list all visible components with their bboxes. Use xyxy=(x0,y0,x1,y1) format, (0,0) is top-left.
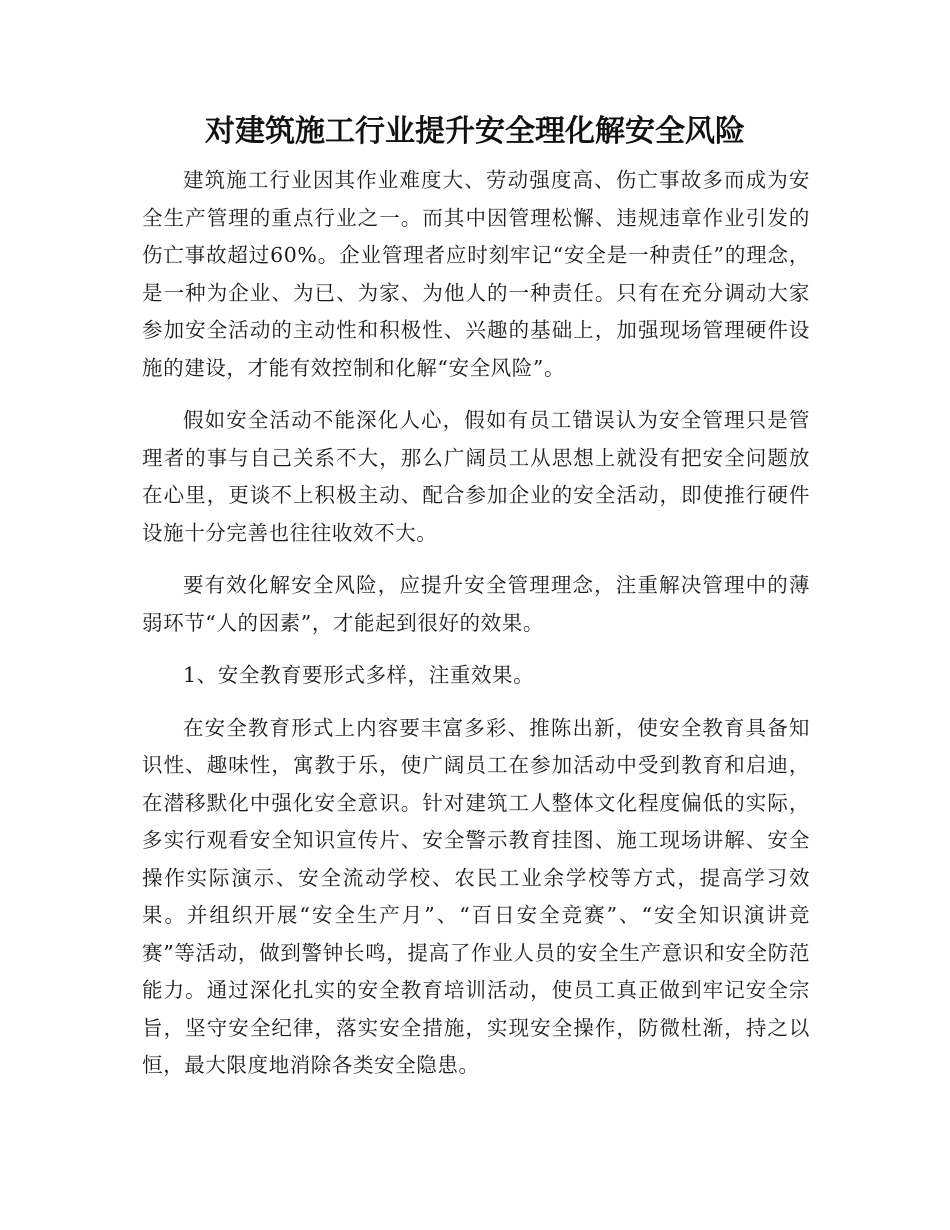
paragraph-human-factor: 要有效化解安全风险，应提升安全管理理念，注重解决管理中的薄弱环节“人的因素”，才能起到很好的效果。 xyxy=(142,573,810,635)
paragraph-intro: 建筑施工行业因其作业难度大、劳动强度高、伤亡事故多而成为安全生产管理的重点行业之一。而其中因管理松懈、违规违章作业引发的伤亡事故超过60%。企业管理者应时刻牢记“安全是一种责任”的理念，是一种为企业、为已、为家、为他人的一种责任。只有在充分调动大家参加安全活动的主动性和积极性、兴趣的基础上，加强现场管理硬件设施的建设，才能有效控制和化解“安全风险”。 xyxy=(142,168,810,380)
document-title: 对建筑施工行业提升安全理化解安全风险 xyxy=(205,114,745,149)
document-body xyxy=(142,162,810,1100)
paragraph-awareness: 假如安全活动不能深化人心，假如有员工错误认为安全管理只是管理者的事与自己关系不大，那么广阔员工从思想上就没有把安全问题放在心里，更谈不上积极主动、配合参加企业的安全活动，即使推行硬件设施十分完善也往往收效不大。 xyxy=(142,408,810,545)
paragraph-education: 在安全教育形式上内容要丰富多彩、推陈出新，使安全教育具备知识性、趣味性，寓教于乐，使广阔员工在参加活动中受到教育和启迪，在潜移默化中强化安全意识。针对建筑工人整体文化程度偏低的实际，多实行观看安全知识宣传片、安全警示教育挂图、施工现场讲解、安全操作实际演示、安全流动学校、农民工业余学校等方式，提高学习效果。并组织开展“安全生产月”、“百日安全竞赛”、“安全知识演讲竞赛”等活动，做到警钟长鸣，提高了作业人员的安全生产意识和安全防范能力。通过深化扎实的安全教育培训活动，使员工真正做到牢记安全宗旨，坚守安全纪律，落实安全措施，实现安全操作，防微杜渐，持之以恒，最大限度地消除各类安全隐患。 xyxy=(142,715,810,1077)
paragraph-heading-1: 1、安全教育要形式多样，注重效果。 xyxy=(183,663,535,687)
